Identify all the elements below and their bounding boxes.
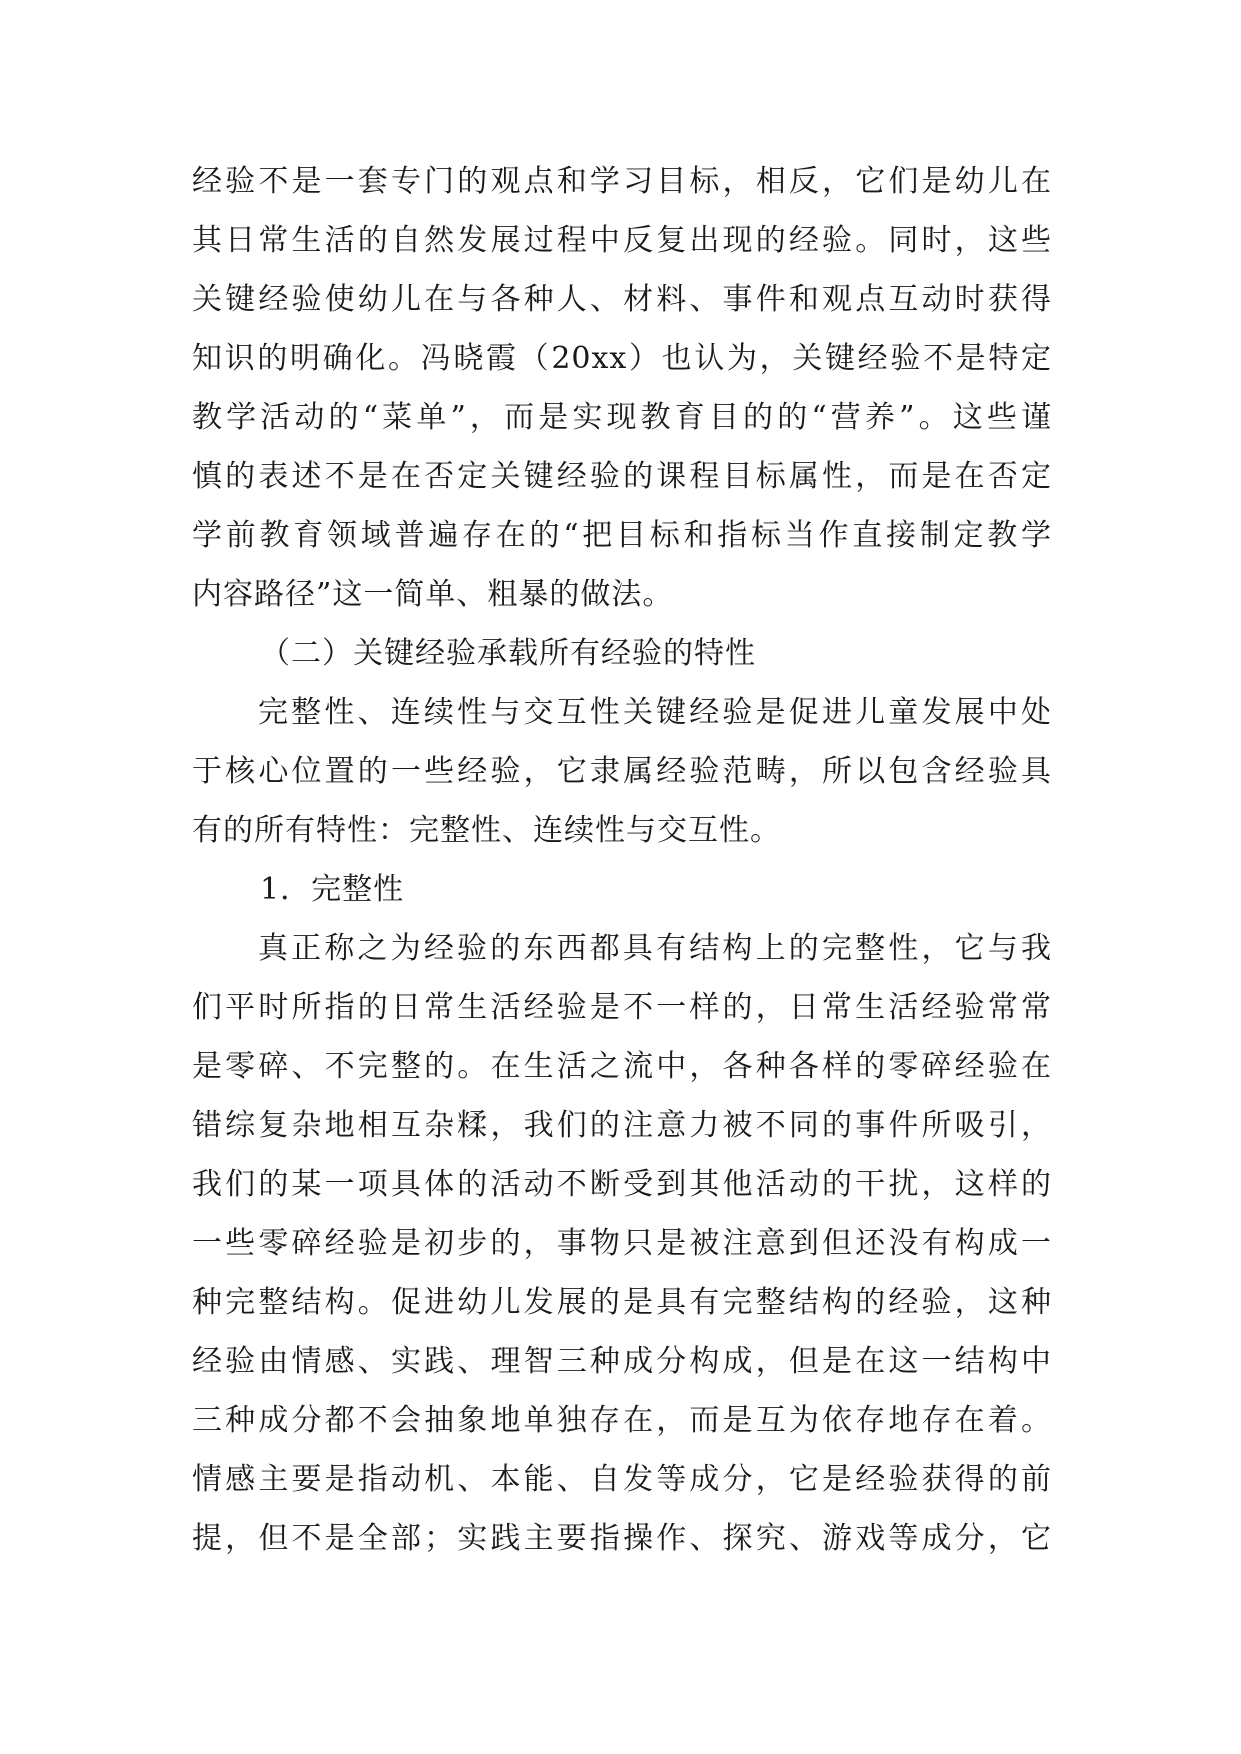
- text-line: 我们的某一项具体的活动不断受到其他活动的干扰，这样的: [192, 1167, 1052, 1202]
- text-line: 教学活动的“菜单”，而是实现教育目的的“营养”。这些谨: [192, 400, 1052, 435]
- section-heading: （二）关键经验承载所有经验的特性: [260, 636, 756, 671]
- text-line: 种完整结构。促进幼儿发展的是具有完整结构的经验，这种: [192, 1285, 1052, 1320]
- text-line: 提，但不是全部；实践主要指操作、探究、游戏等成分，它: [192, 1521, 1052, 1556]
- text-line: 经验不是一套专门的观点和学习目标，相反，它们是幼儿在: [192, 164, 1052, 199]
- text-line: 三种成分都不会抽象地单独存在，而是互为依存地存在着。: [192, 1403, 1052, 1438]
- text-line: 有的所有特性：完整性、连续性与交互性。: [192, 813, 781, 848]
- text-line: 关键经验使幼儿在与各种人、材料、事件和观点互动时获得: [192, 282, 1052, 317]
- text-line: 知识的明确化。冯晓霞（20xx）也认为，关键经验不是特定: [192, 341, 1052, 376]
- text-line: 们平时所指的日常生活经验是不一样的，日常生活经验常常: [192, 990, 1052, 1025]
- text-line: 慎的表述不是在否定关键经验的课程目标属性，而是在否定: [192, 459, 1052, 494]
- text-line: 学前教育领域普遍存在的“把目标和指标当作直接制定教学: [192, 518, 1052, 553]
- text-line: 于核心位置的一些经验，它隶属经验范畴，所以包含经验具: [192, 754, 1052, 789]
- text-line: 一些零碎经验是初步的，事物只是被注意到但还没有构成一: [192, 1226, 1052, 1261]
- paragraph-first-line: 完整性、连续性与交互性关键经验是促进儿童发展中处: [258, 695, 1052, 730]
- body-text: [192, 152, 1052, 1568]
- subsection-heading: 1．完整性: [260, 872, 405, 907]
- text-line: 是零碎、不完整的。在生活之流中，各种各样的零碎经验在: [192, 1049, 1052, 1084]
- text-line: 内容路径”这一简单、粗暴的做法。: [192, 577, 674, 612]
- text-line: 其日常生活的自然发展过程中反复出现的经验。同时，这些: [192, 223, 1052, 258]
- text-line: 经验由情感、实践、理智三种成分构成，但是在这一结构中: [192, 1344, 1052, 1379]
- text-line: 错综复杂地相互杂糅，我们的注意力被不同的事件所吸引，: [192, 1108, 1052, 1143]
- text-line: 情感主要是指动机、本能、自发等成分，它是经验获得的前: [192, 1462, 1052, 1497]
- paragraph-first-line: 真正称之为经验的东西都具有结构上的完整性，它与我: [258, 931, 1052, 966]
